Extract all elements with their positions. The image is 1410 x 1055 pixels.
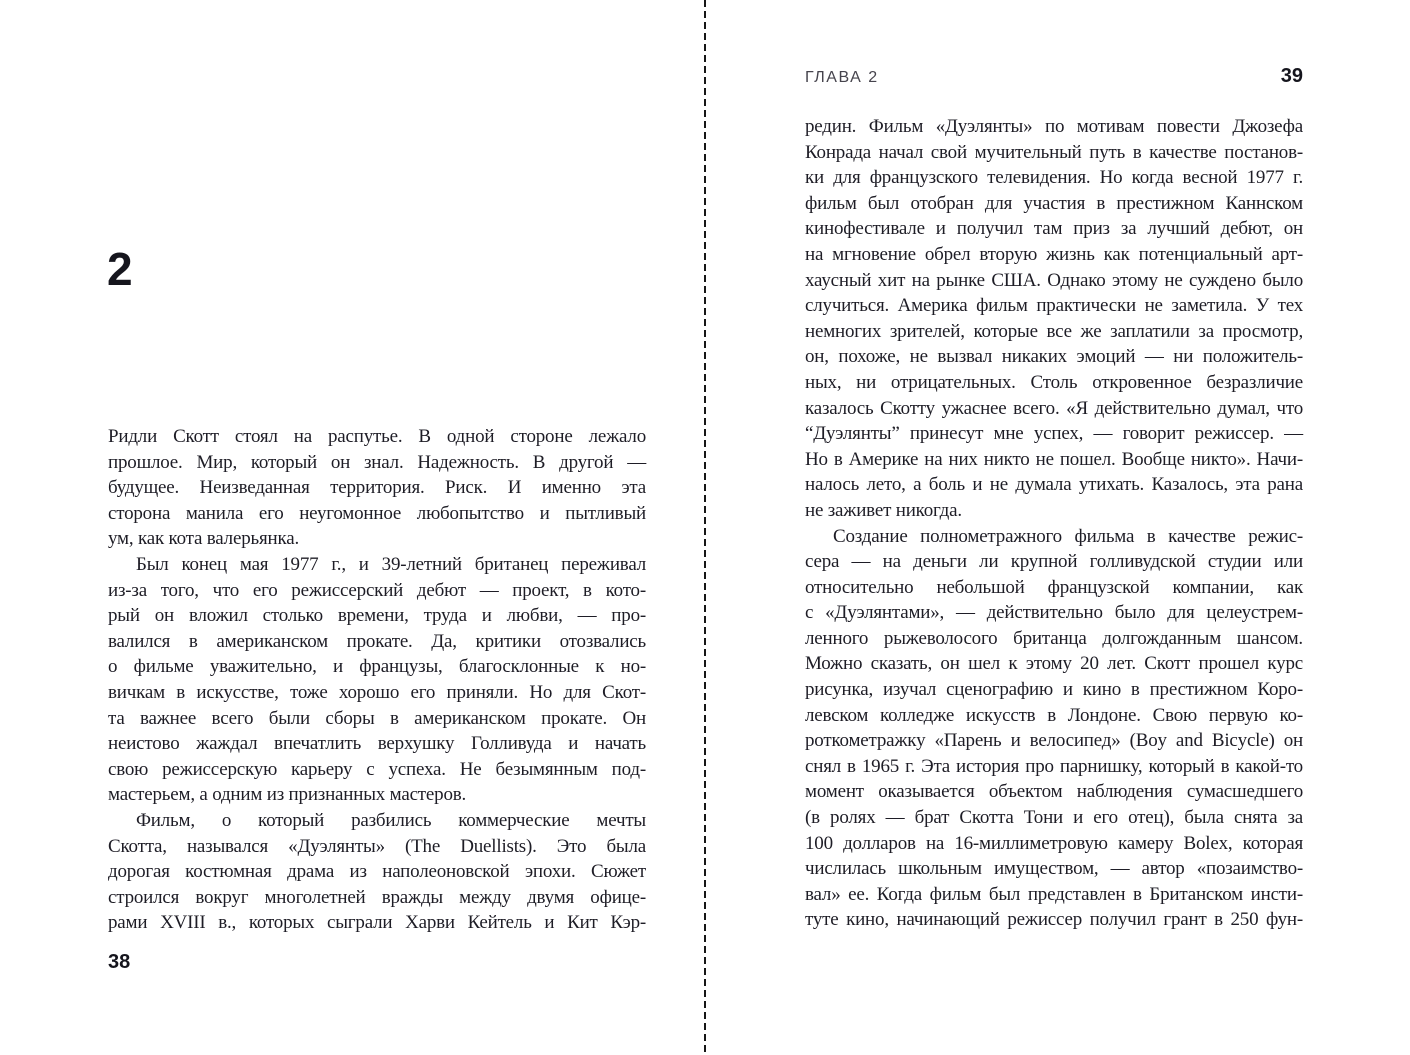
text-line: Фильм, о который разбились коммерческие мечты bbox=[136, 809, 646, 831]
text-line: прошлое. Мир, который он знал. Надежность. В другой — bbox=[108, 451, 646, 473]
text-line: момент оказывается объектом наблюдения сумасшедшего bbox=[805, 781, 1303, 803]
text-line: роткометражку «Парень и велосипед» (Boy and Bicycle) он bbox=[805, 730, 1303, 752]
text-line: сторона манила его неугомонное любопытство и пытливый bbox=[108, 502, 646, 524]
text-line: рый он вложил столько времени, труда и любви, — про- bbox=[108, 605, 646, 627]
text-line: немногих зрителей, которые все же заплатили за просмотр, bbox=[805, 320, 1303, 342]
text-line: ных, ни отрицательных. Столь откровенное безразличие bbox=[805, 371, 1303, 393]
text-line: относительно небольшой французской компании, как bbox=[805, 576, 1303, 598]
text-line: хаусный хит на рынке США. Однако этому не суждено было bbox=[805, 269, 1303, 291]
text-line: из-за того, что его режиссерский дебют — проект, в кото- bbox=[108, 579, 646, 601]
text-line: левском колледже искусств в Лондоне. Свою первую ко- bbox=[805, 704, 1303, 726]
text-line: Конрада начал свой мучительный путь в качестве постанов- bbox=[805, 141, 1303, 163]
text-line: (в ролях — брат Скотта Тони и его отец), была снята за bbox=[805, 807, 1303, 829]
text-line: сера — на деньги ли крупной голливудской студии или bbox=[805, 551, 1303, 573]
text-line: вал» ее. Когда фильм был представлен в Британском инсти- bbox=[805, 883, 1303, 905]
text-line: казалось Скотту ужаснее всего. «Я действительно думал, что bbox=[805, 397, 1303, 419]
text-line: рисунка, изучал сценографию и кино в престижном Коро- bbox=[805, 679, 1303, 701]
text-line: ум, как кота валерьянка. bbox=[108, 528, 299, 550]
text-line: та важнее всего были сборы в американском прокате. Он bbox=[108, 707, 646, 729]
text-line: валился в американском прокате. Да, критики отозвались bbox=[108, 630, 646, 652]
text-line: кинофестивале и получил там приз за лучший дебют, он bbox=[805, 218, 1303, 240]
text-line: случиться. Америка фильм практически не заметила. У тех bbox=[805, 295, 1303, 317]
text-line: снял в 1965 г. Эта история про парнишку, который в какой-то bbox=[805, 755, 1303, 777]
text-line: будущее. Неизведанная территория. Риск. И именно эта bbox=[108, 477, 646, 499]
text-line: строился вокруг многолетней вражды между двумя офице- bbox=[108, 886, 646, 908]
text-line: редин. Фильм «Дуэлянты» по мотивам повести Джозефа bbox=[805, 116, 1303, 137]
page-fold-dashed-divider bbox=[704, 0, 706, 1055]
text-line: туте кино, начинающий режиссер получил грант в 250 фун- bbox=[805, 909, 1303, 931]
page-number-right: 39 bbox=[1280, 65, 1303, 87]
text-line: рами XVIII в., которых сыграли Харви Кейтель и Кит Кэр- bbox=[108, 912, 646, 934]
text-line: неистово жаждал впечатлить верхушку Голливуда и начать bbox=[108, 733, 646, 755]
text-line: о фильме уважительно, и французы, благосклонные к но- bbox=[108, 656, 646, 678]
text-line: на мгновение обрел вторую жизнь как потенциальный арт- bbox=[805, 243, 1303, 265]
text-line: налось лето, а боль и не думала утихать. Казалось, эта рана bbox=[805, 474, 1303, 496]
text-line: “Дуэлянты” принесут мне успех, — говорит режиссер. — bbox=[805, 423, 1303, 445]
text-line: с «Дуэлянтами», — действительно было для целеустрем- bbox=[805, 602, 1303, 624]
text-line: Ридли Скотт стоял на распутье. В одной стороне лежало bbox=[108, 426, 646, 447]
text-line: 100 долларов на 16-миллиметровую камеру Bolex, которая bbox=[805, 832, 1303, 854]
text-line: вичкам в искусстве, тоже хорошо его приняли. Но для Скот- bbox=[108, 681, 646, 703]
text-line: Был конец мая 1977 г., и 39-летний британец переживал bbox=[136, 553, 646, 575]
left-text-column bbox=[108, 424, 646, 936]
text-line: числилась школьным имуществом, — автор «позаимство- bbox=[805, 858, 1303, 880]
text-line: Создание полнометражного фильма в качестве режис- bbox=[833, 525, 1303, 547]
text-line: Скотта, назывался «Дуэлянты» (The Duellists). Это была bbox=[108, 835, 646, 857]
text-line: ленного рыжеволосого британца долгожданным шансом. bbox=[805, 627, 1303, 649]
text-line: свою режиссерскую карьеру с успеха. Не безымянным под- bbox=[108, 758, 646, 780]
chapter-number: 2 bbox=[107, 243, 133, 295]
text-line: не заживет никогда. bbox=[805, 499, 962, 521]
text-line: он, похоже, не вызвал никаких эмоций — ни положитель- bbox=[805, 346, 1303, 368]
right-text-column bbox=[805, 114, 1303, 933]
text-line: ки для французского телевидения. Но когда весной 1977 г. bbox=[805, 167, 1303, 189]
text-line: фильм был отобран для участия в престижном Каннском bbox=[805, 192, 1303, 214]
running-header bbox=[805, 66, 1303, 87]
text-line: Но в Америке на них никто не пошел. Вообще никто». Начи- bbox=[805, 448, 1303, 470]
text-line: Можно сказать, он шел к этому 20 лет. Скотт прошел курс bbox=[805, 653, 1303, 675]
page-number-left: 38 bbox=[108, 951, 131, 973]
text-line: дорогая костюмная драма из наполеоновской эпохи. Сюжет bbox=[108, 861, 646, 883]
running-header-chapter-label: ГЛАВА 2 bbox=[805, 69, 879, 86]
text-line: мастерьем, а одним из признанных мастеров. bbox=[108, 784, 467, 806]
